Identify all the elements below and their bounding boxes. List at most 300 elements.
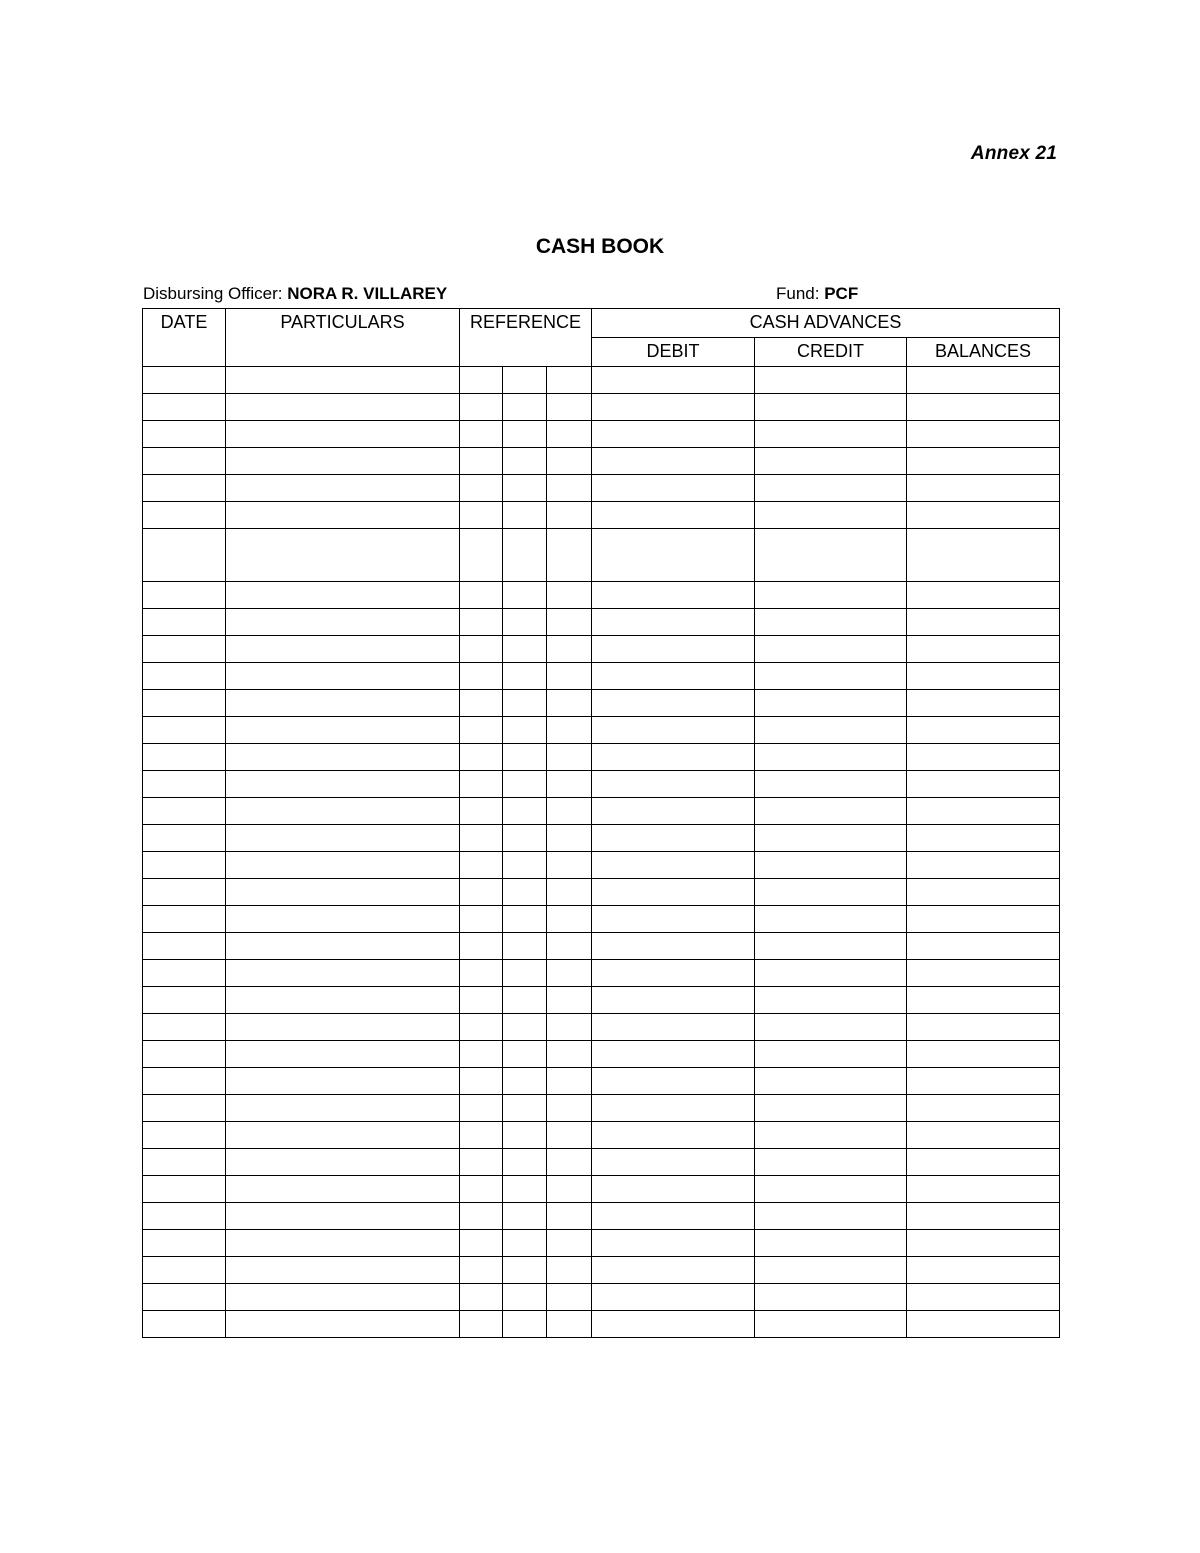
cell-particulars	[226, 1176, 460, 1203]
cell-debit	[592, 394, 755, 421]
cell-ref-1	[460, 1014, 503, 1041]
table-row	[143, 609, 1060, 636]
cell-ref-3	[547, 1095, 592, 1122]
cell-balance	[907, 1257, 1060, 1284]
table-row	[143, 582, 1060, 609]
cell-balance	[907, 1284, 1060, 1311]
cell-date	[143, 1311, 226, 1338]
cell-ref-1	[460, 825, 503, 852]
cell-debit	[592, 421, 755, 448]
cell-ref-2	[503, 960, 547, 987]
cell-date	[143, 367, 226, 394]
cell-debit	[592, 1230, 755, 1257]
cell-ref-2	[503, 475, 547, 502]
cell-debit	[592, 1149, 755, 1176]
cell-credit	[755, 1284, 907, 1311]
cell-ref-2	[503, 1149, 547, 1176]
cell-ref-1	[460, 609, 503, 636]
cell-ref-3	[547, 852, 592, 879]
cell-ref-1	[460, 1230, 503, 1257]
cell-debit	[592, 1176, 755, 1203]
cell-credit	[755, 960, 907, 987]
cell-debit	[592, 879, 755, 906]
cell-ref-3	[547, 933, 592, 960]
cell-debit	[592, 529, 755, 582]
table-row	[143, 825, 1060, 852]
cell-balance	[907, 690, 1060, 717]
table-row	[143, 367, 1060, 394]
cell-ref-2	[503, 421, 547, 448]
cell-ref-1	[460, 933, 503, 960]
cell-date	[143, 394, 226, 421]
cell-credit	[755, 987, 907, 1014]
cell-ref-3	[547, 1041, 592, 1068]
cell-ref-1	[460, 1203, 503, 1230]
cash-book-table	[142, 308, 1060, 1338]
cell-balance	[907, 906, 1060, 933]
cell-credit	[755, 933, 907, 960]
cell-credit	[755, 1095, 907, 1122]
cell-ref-1	[460, 529, 503, 582]
disbursing-officer-value: NORA R. VILLAREY	[287, 284, 448, 303]
cell-ref-2	[503, 1122, 547, 1149]
table-row	[143, 960, 1060, 987]
cell-ref-1	[460, 906, 503, 933]
cell-ref-1	[460, 1068, 503, 1095]
cell-particulars	[226, 798, 460, 825]
cell-credit	[755, 744, 907, 771]
table-row	[143, 771, 1060, 798]
cell-ref-1	[460, 421, 503, 448]
cell-debit	[592, 636, 755, 663]
cell-ref-1	[460, 744, 503, 771]
cell-date	[143, 960, 226, 987]
annex-label: Annex 21	[970, 143, 1057, 164]
cell-ref-3	[547, 798, 592, 825]
table-row	[143, 448, 1060, 475]
header-credit: CREDIT	[755, 338, 907, 367]
cell-credit	[755, 1230, 907, 1257]
cell-ref-1	[460, 1311, 503, 1338]
cell-balance	[907, 609, 1060, 636]
cell-ref-1	[460, 852, 503, 879]
cell-particulars	[226, 582, 460, 609]
cell-debit	[592, 771, 755, 798]
cell-ref-1	[460, 879, 503, 906]
cell-ref-3	[547, 1122, 592, 1149]
cell-balance	[907, 1041, 1060, 1068]
cell-ref-3	[547, 1257, 592, 1284]
cell-date	[143, 448, 226, 475]
disbursing-officer-line	[143, 284, 447, 304]
cell-debit	[592, 744, 755, 771]
cell-balance	[907, 852, 1060, 879]
cell-balance	[907, 1122, 1060, 1149]
cell-date	[143, 475, 226, 502]
cell-date	[143, 744, 226, 771]
cell-ref-2	[503, 1257, 547, 1284]
cell-balance	[907, 771, 1060, 798]
cell-particulars	[226, 475, 460, 502]
cell-date	[143, 1257, 226, 1284]
cell-ref-2	[503, 502, 547, 529]
cell-date	[143, 1095, 226, 1122]
cell-debit	[592, 798, 755, 825]
cell-debit	[592, 1014, 755, 1041]
cell-date	[143, 529, 226, 582]
table-row	[143, 987, 1060, 1014]
table-row	[143, 690, 1060, 717]
cell-ref-3	[547, 906, 592, 933]
cell-particulars	[226, 771, 460, 798]
cell-balance	[907, 1095, 1060, 1122]
table-row	[143, 502, 1060, 529]
cell-date	[143, 879, 226, 906]
cell-ref-1	[460, 798, 503, 825]
cell-ref-2	[503, 1068, 547, 1095]
cell-particulars	[226, 906, 460, 933]
cell-balance	[907, 448, 1060, 475]
cell-particulars	[226, 717, 460, 744]
cell-ref-1	[460, 663, 503, 690]
cell-credit	[755, 1176, 907, 1203]
table-row	[143, 1203, 1060, 1230]
table-row	[143, 1176, 1060, 1203]
cell-particulars	[226, 529, 460, 582]
cell-balance	[907, 879, 1060, 906]
cell-credit	[755, 663, 907, 690]
cell-ref-1	[460, 771, 503, 798]
cell-ref-2	[503, 394, 547, 421]
cell-credit	[755, 1149, 907, 1176]
cell-ref-1	[460, 1041, 503, 1068]
header-debit: DEBIT	[592, 338, 755, 367]
cell-ref-3	[547, 448, 592, 475]
cell-ref-2	[503, 1203, 547, 1230]
table-row	[143, 663, 1060, 690]
cell-date	[143, 906, 226, 933]
cell-ref-1	[460, 367, 503, 394]
cell-ref-3	[547, 1203, 592, 1230]
cell-credit	[755, 906, 907, 933]
cell-ref-2	[503, 798, 547, 825]
cell-balance	[907, 1176, 1060, 1203]
header-balances: BALANCES	[907, 338, 1060, 367]
cell-credit	[755, 609, 907, 636]
cell-ref-3	[547, 1311, 592, 1338]
cell-credit	[755, 421, 907, 448]
cell-ref-2	[503, 1014, 547, 1041]
table-row	[143, 744, 1060, 771]
cell-ref-1	[460, 1257, 503, 1284]
cell-balance	[907, 394, 1060, 421]
cell-ref-3	[547, 1230, 592, 1257]
cell-particulars	[226, 502, 460, 529]
cell-particulars	[226, 394, 460, 421]
cell-ref-2	[503, 690, 547, 717]
cell-ref-2	[503, 529, 547, 582]
cell-ref-2	[503, 879, 547, 906]
cell-particulars	[226, 1230, 460, 1257]
cell-particulars	[226, 825, 460, 852]
cell-balance	[907, 663, 1060, 690]
cell-balance	[907, 798, 1060, 825]
cell-particulars	[226, 1014, 460, 1041]
cell-credit	[755, 1041, 907, 1068]
table-row	[143, 1041, 1060, 1068]
cell-ref-1	[460, 1149, 503, 1176]
cell-ref-3	[547, 609, 592, 636]
cell-ref-3	[547, 690, 592, 717]
cell-ref-1	[460, 636, 503, 663]
cell-debit	[592, 1068, 755, 1095]
cell-credit	[755, 690, 907, 717]
cell-ref-1	[460, 690, 503, 717]
cell-balance	[907, 636, 1060, 663]
cell-particulars	[226, 448, 460, 475]
cell-ref-3	[547, 1176, 592, 1203]
cell-balance	[907, 1203, 1060, 1230]
cell-ref-2	[503, 582, 547, 609]
table-row	[143, 717, 1060, 744]
cell-credit	[755, 582, 907, 609]
cell-credit	[755, 448, 907, 475]
cell-particulars	[226, 1041, 460, 1068]
cell-date	[143, 1041, 226, 1068]
cell-ref-1	[460, 1176, 503, 1203]
cell-ref-1	[460, 1095, 503, 1122]
ledger-body	[143, 367, 1060, 1338]
cell-ref-3	[547, 394, 592, 421]
cell-date	[143, 798, 226, 825]
cell-ref-1	[460, 717, 503, 744]
cell-debit	[592, 960, 755, 987]
cell-particulars	[226, 933, 460, 960]
cell-particulars	[226, 987, 460, 1014]
cell-ref-2	[503, 825, 547, 852]
cell-debit	[592, 825, 755, 852]
cell-ref-1	[460, 448, 503, 475]
cell-particulars	[226, 609, 460, 636]
cell-debit	[592, 448, 755, 475]
cell-ref-3	[547, 717, 592, 744]
table-row	[143, 1122, 1060, 1149]
cell-ref-1	[460, 394, 503, 421]
table-row	[143, 394, 1060, 421]
cell-date	[143, 825, 226, 852]
cell-ref-2	[503, 1230, 547, 1257]
cell-ref-3	[547, 825, 592, 852]
cell-particulars	[226, 636, 460, 663]
cell-ref-3	[547, 663, 592, 690]
cell-ref-2	[503, 1176, 547, 1203]
cell-ref-3	[547, 529, 592, 582]
cell-ref-1	[460, 582, 503, 609]
cell-ref-3	[547, 987, 592, 1014]
cell-ref-3	[547, 1068, 592, 1095]
cell-particulars	[226, 663, 460, 690]
cell-date	[143, 1176, 226, 1203]
cell-debit	[592, 933, 755, 960]
cell-date	[143, 1203, 226, 1230]
cell-ref-1	[460, 960, 503, 987]
header-cash-advances: CASH ADVANCES	[592, 309, 1060, 338]
table-row	[143, 852, 1060, 879]
cell-debit	[592, 1257, 755, 1284]
cell-credit	[755, 1311, 907, 1338]
cell-ref-3	[547, 960, 592, 987]
cell-particulars	[226, 1095, 460, 1122]
table-row	[143, 529, 1060, 582]
fund-line	[776, 284, 858, 304]
cell-ref-2	[503, 744, 547, 771]
cell-credit	[755, 1203, 907, 1230]
cell-date	[143, 933, 226, 960]
cell-ref-3	[547, 879, 592, 906]
cell-ref-3	[547, 744, 592, 771]
cell-debit	[592, 582, 755, 609]
cell-ref-2	[503, 852, 547, 879]
table-row	[143, 1284, 1060, 1311]
cell-balance	[907, 1068, 1060, 1095]
cell-debit	[592, 852, 755, 879]
cell-ref-3	[547, 1149, 592, 1176]
table-row	[143, 1311, 1060, 1338]
cell-credit	[755, 636, 907, 663]
cell-balance	[907, 1014, 1060, 1041]
cell-particulars	[226, 1068, 460, 1095]
cell-ref-2	[503, 717, 547, 744]
cell-balance	[907, 1311, 1060, 1338]
page-title: CASH BOOK	[535, 235, 665, 258]
cell-credit	[755, 367, 907, 394]
cell-debit	[592, 1122, 755, 1149]
cell-debit	[592, 1311, 755, 1338]
cell-particulars	[226, 1122, 460, 1149]
table-row	[143, 1014, 1060, 1041]
table-row	[143, 636, 1060, 663]
cell-ref-1	[460, 475, 503, 502]
cell-credit	[755, 1257, 907, 1284]
cell-ref-1	[460, 1122, 503, 1149]
cell-balance	[907, 960, 1060, 987]
cell-debit	[592, 663, 755, 690]
cell-date	[143, 717, 226, 744]
cell-credit	[755, 717, 907, 744]
cell-debit	[592, 475, 755, 502]
cell-particulars	[226, 960, 460, 987]
cell-balance	[907, 1149, 1060, 1176]
cell-credit	[755, 475, 907, 502]
cell-balance	[907, 529, 1060, 582]
cell-debit	[592, 1095, 755, 1122]
fund-value: PCF	[824, 284, 859, 303]
cell-ref-2	[503, 448, 547, 475]
cell-debit	[592, 502, 755, 529]
cell-particulars	[226, 1284, 460, 1311]
cell-ref-3	[547, 582, 592, 609]
cell-credit	[755, 1068, 907, 1095]
table-row	[143, 475, 1060, 502]
cell-debit	[592, 609, 755, 636]
disbursing-officer-label: Disbursing Officer:	[143, 284, 283, 303]
cell-ref-1	[460, 502, 503, 529]
cell-ref-2	[503, 367, 547, 394]
cell-date	[143, 1230, 226, 1257]
table-row	[143, 798, 1060, 825]
header-particulars: PARTICULARS	[226, 309, 460, 367]
cell-balance	[907, 475, 1060, 502]
cell-particulars	[226, 367, 460, 394]
cell-ref-3	[547, 636, 592, 663]
cell-date	[143, 636, 226, 663]
table-row	[143, 1230, 1060, 1257]
cell-ref-2	[503, 1041, 547, 1068]
cell-credit	[755, 1122, 907, 1149]
table-row	[143, 879, 1060, 906]
table-row	[143, 1257, 1060, 1284]
cell-ref-3	[547, 771, 592, 798]
cell-debit	[592, 987, 755, 1014]
cell-credit	[755, 852, 907, 879]
table-row	[143, 421, 1060, 448]
cell-balance	[907, 502, 1060, 529]
cell-balance	[907, 421, 1060, 448]
cell-ref-2	[503, 771, 547, 798]
cell-date	[143, 421, 226, 448]
cell-ref-3	[547, 367, 592, 394]
cell-date	[143, 582, 226, 609]
cell-particulars	[226, 852, 460, 879]
cell-debit	[592, 717, 755, 744]
cell-credit	[755, 502, 907, 529]
cell-balance	[907, 744, 1060, 771]
fund-label: Fund:	[776, 284, 820, 303]
cell-balance	[907, 582, 1060, 609]
header-date: DATE	[143, 309, 226, 367]
cell-date	[143, 1284, 226, 1311]
cell-particulars	[226, 1311, 460, 1338]
cell-ref-1	[460, 987, 503, 1014]
cell-credit	[755, 825, 907, 852]
cell-ref-3	[547, 1284, 592, 1311]
cell-particulars	[226, 1149, 460, 1176]
cell-date	[143, 1122, 226, 1149]
table-row	[143, 1095, 1060, 1122]
cell-ref-3	[547, 1014, 592, 1041]
cell-particulars	[226, 744, 460, 771]
cell-date	[143, 1149, 226, 1176]
cell-date	[143, 609, 226, 636]
table-row	[143, 933, 1060, 960]
header-reference: REFERENCE	[460, 309, 592, 367]
cell-debit	[592, 1203, 755, 1230]
cell-debit	[592, 1041, 755, 1068]
cell-ref-3	[547, 421, 592, 448]
cell-balance	[907, 1230, 1060, 1257]
cell-ref-2	[503, 1095, 547, 1122]
table-row	[143, 1149, 1060, 1176]
cell-ref-2	[503, 906, 547, 933]
cell-credit	[755, 879, 907, 906]
cell-date	[143, 663, 226, 690]
cell-credit	[755, 394, 907, 421]
cell-credit	[755, 529, 907, 582]
cell-date	[143, 987, 226, 1014]
cell-particulars	[226, 1257, 460, 1284]
cell-ref-3	[547, 475, 592, 502]
cell-particulars	[226, 1203, 460, 1230]
